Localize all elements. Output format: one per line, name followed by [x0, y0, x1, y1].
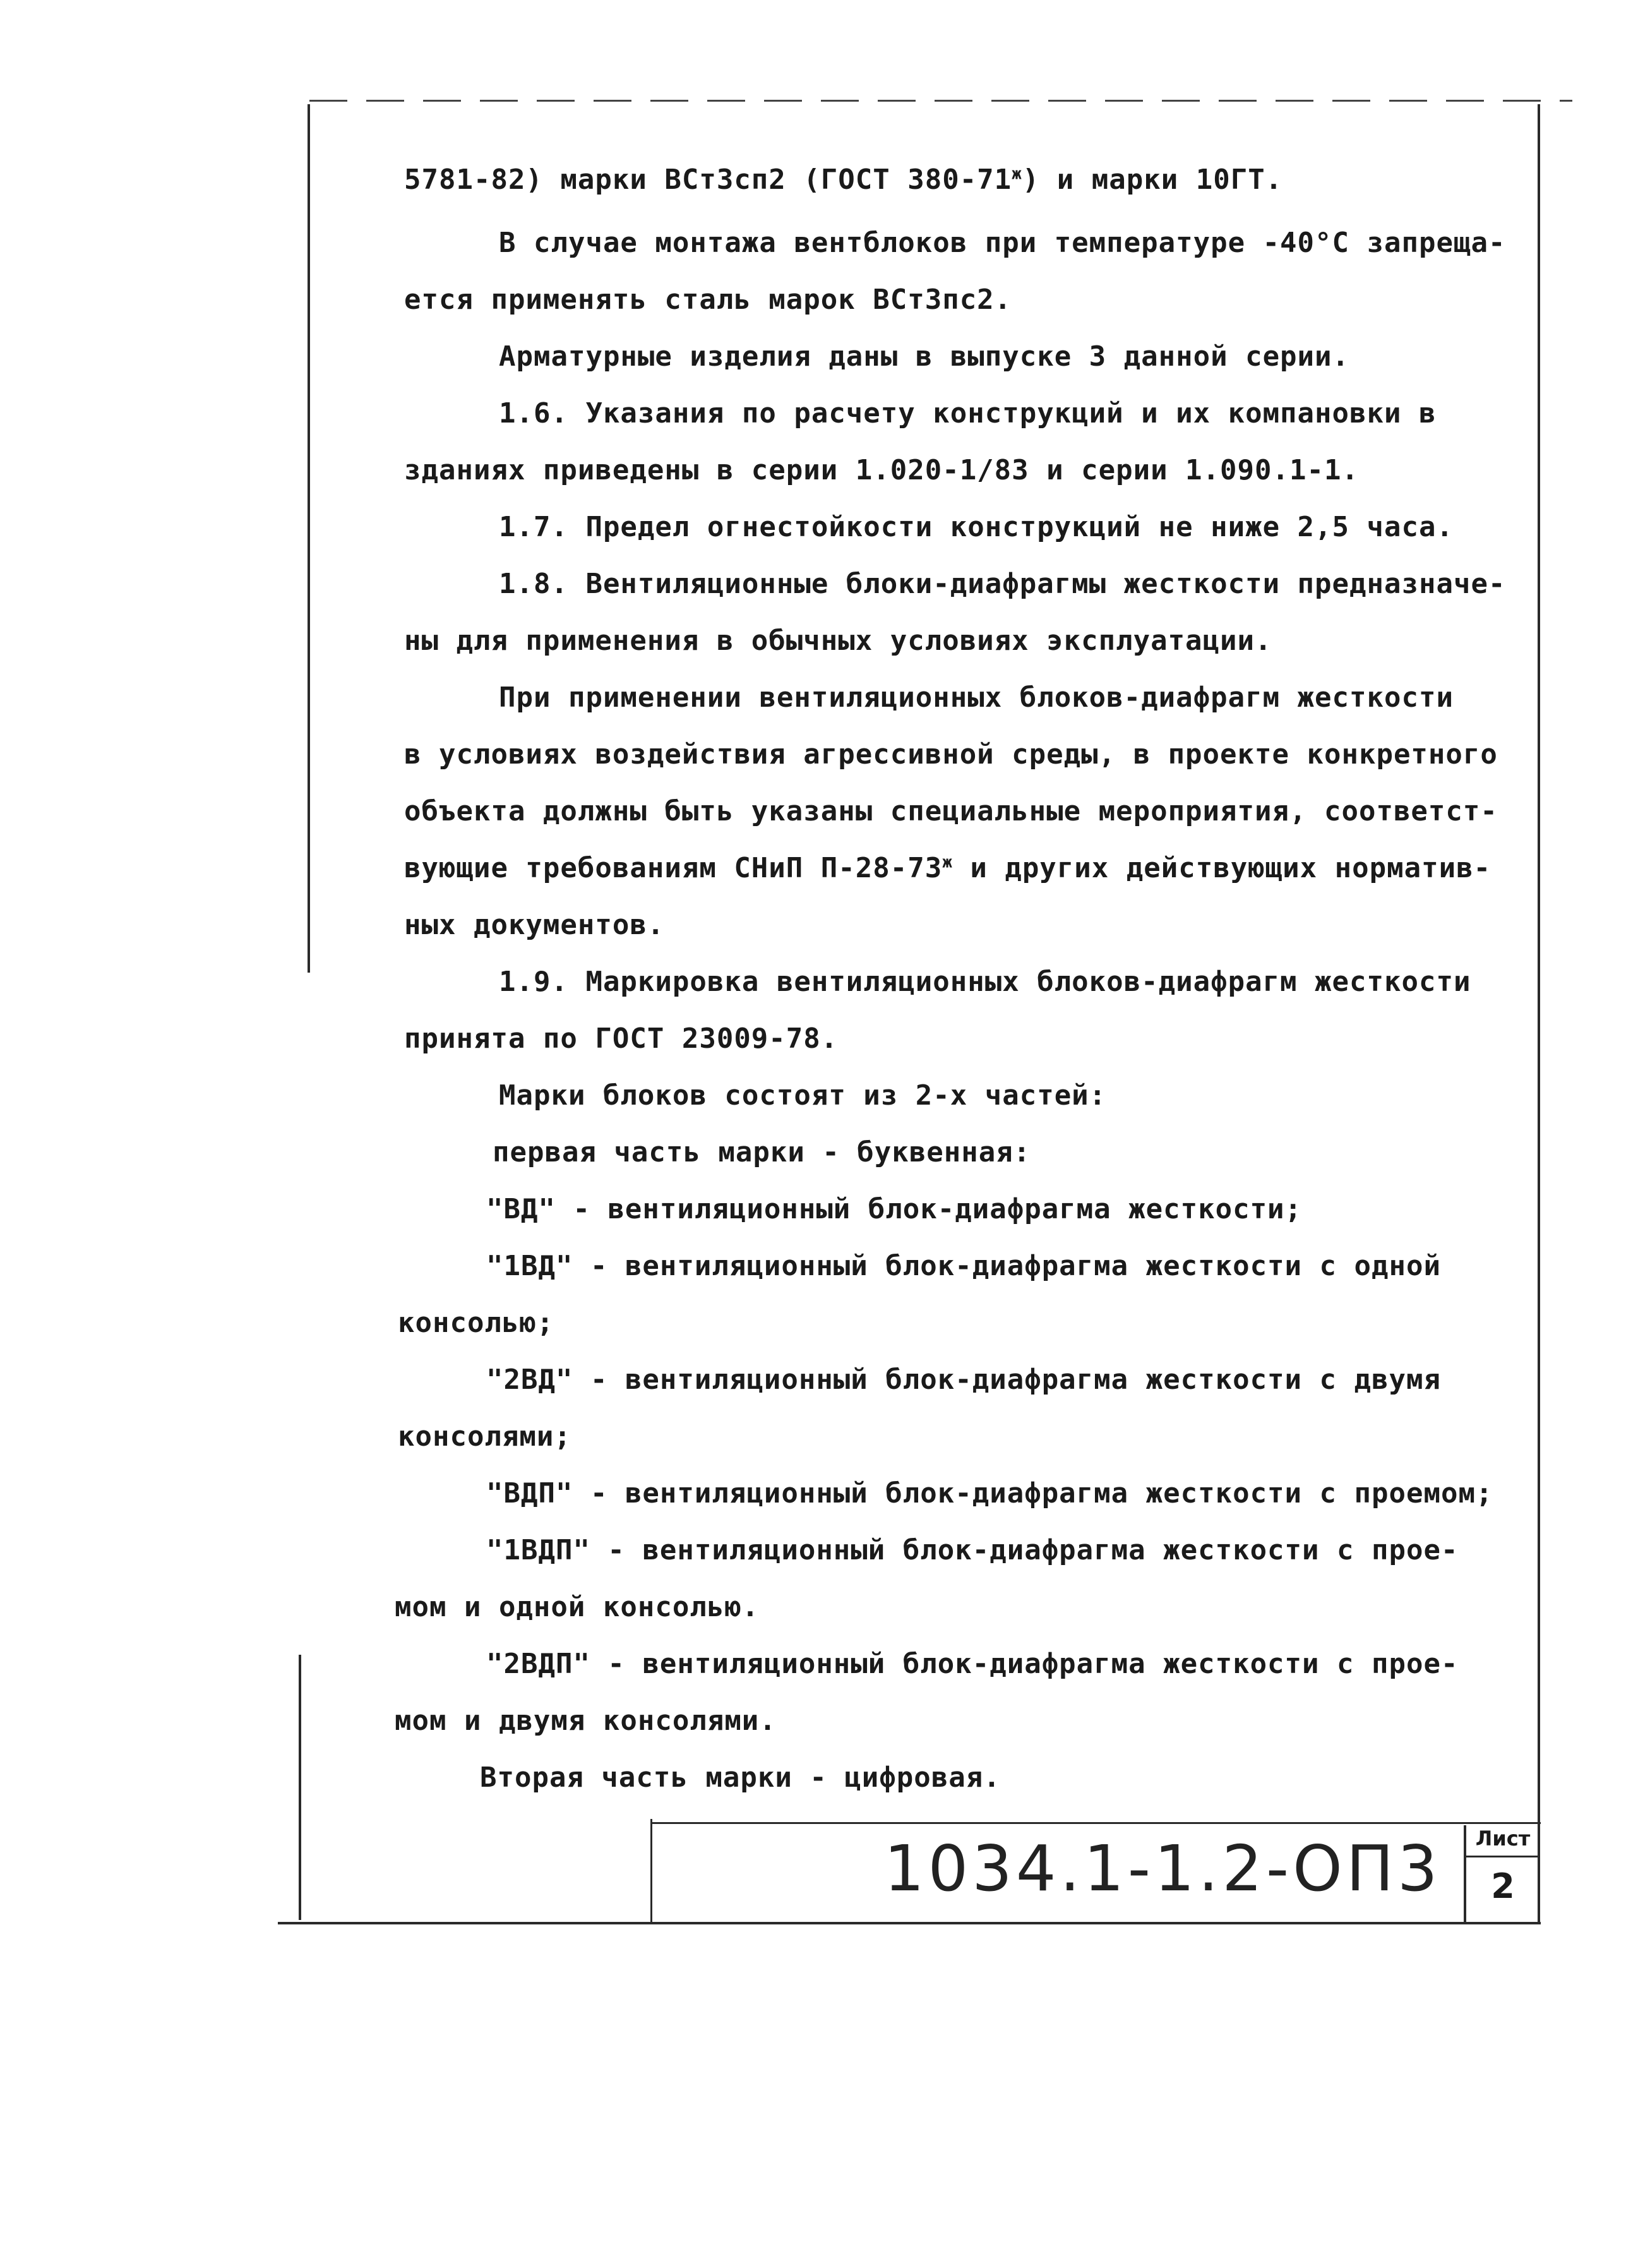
text-line: зданиях приведены в серии 1.020-1/83 и серии 1.090.1-1.	[404, 454, 1359, 486]
frame-top-line	[309, 100, 1572, 102]
frame-bottom-line	[278, 1922, 1541, 1924]
stamp-top-line	[650, 1822, 1541, 1824]
document-code: 1034.1-1.2-ОП3	[884, 1832, 1442, 1905]
text-line: 1.9. Маркировка вентиляционных блоков-диафрагм жесткости	[499, 966, 1471, 998]
text-line: "2ВД" - вентиляционный блок-диафрагма жесткости с двумя	[486, 1364, 1441, 1396]
sheet-box-left-line	[1464, 1825, 1466, 1923]
text-line: консолями;	[398, 1420, 571, 1453]
text-line: "ВДП" - вентиляционный блок-диафрагма жесткости с проемом;	[486, 1477, 1493, 1509]
stamp-left-line	[650, 1819, 652, 1923]
text-line: 1.6. Указания по расчету конструкций и их компановки в	[499, 397, 1437, 429]
text-line: 1.8. Вентиляционные блоки-диафрагмы жесткости предназначе-	[499, 568, 1506, 600]
text-line: ны для применения в обычных условиях эксплуатации.	[404, 625, 1272, 657]
text-line: "1ВДП" - вентиляционный блок-диафрагма жесткости с прое-	[486, 1534, 1459, 1566]
sheet-number: 2	[1491, 1866, 1515, 1906]
text-line: принята по ГОСТ 23009-78.	[404, 1023, 839, 1055]
text-line: При применении вентиляционных блоков-диафрагм жесткости	[499, 681, 1454, 714]
text-line: 1.7. Предел огнестойкости конструкций не ниже 2,5 часа.	[499, 511, 1454, 543]
text-line: ных документов.	[404, 909, 665, 941]
text-line: Вторая часть марки - цифровая.	[480, 1761, 1001, 1794]
sheet-box-divider	[1464, 1856, 1539, 1857]
text-line: Арматурные изделия даны в выпуске 3 данной серии.	[499, 340, 1350, 373]
frame-left-line-lower	[299, 1655, 301, 1920]
text-line: консолью;	[398, 1307, 554, 1339]
text-line: в условиях воздействия агрессивной среды, в проекте конкретного	[404, 738, 1498, 771]
text-line: "ВД" - вентиляционный блок-диафрагма жесткости;	[486, 1193, 1303, 1225]
text-line: "2ВДП" - вентиляционный блок-диафрагма жесткости с прое-	[486, 1648, 1459, 1680]
text-line: В случае монтажа вентблоков при температуре -40°С запреща-	[499, 227, 1506, 259]
sheet-label: Лист	[1475, 1827, 1531, 1851]
text-line: мом и двумя консолями.	[395, 1705, 777, 1737]
text-line: первая часть марки - буквенная:	[493, 1136, 1031, 1168]
text-line: объекта должны быть указаны специальные мероприятия, соответст-	[404, 795, 1498, 827]
text-line: 5781-82) марки ВСт3сп2 (ГОСТ $380-71^ж$) и марки 10ГТ.	[404, 164, 1283, 196]
text-line: мом и одной консолью.	[395, 1591, 760, 1623]
text-line: вующие требованиям СНиП $П-28-73^ж$ и других действующих норматив-	[404, 852, 1491, 884]
frame-right-line	[1538, 104, 1540, 1923]
text-line: "1ВД" - вентиляционный блок-диафрагма жесткости с одной	[486, 1250, 1441, 1282]
frame-left-line	[308, 104, 310, 973]
text-line: Марки блоков состоят из 2-х частей:	[499, 1079, 1107, 1112]
text-line: ется применять сталь марок ВСт3пс2.	[404, 284, 1012, 316]
